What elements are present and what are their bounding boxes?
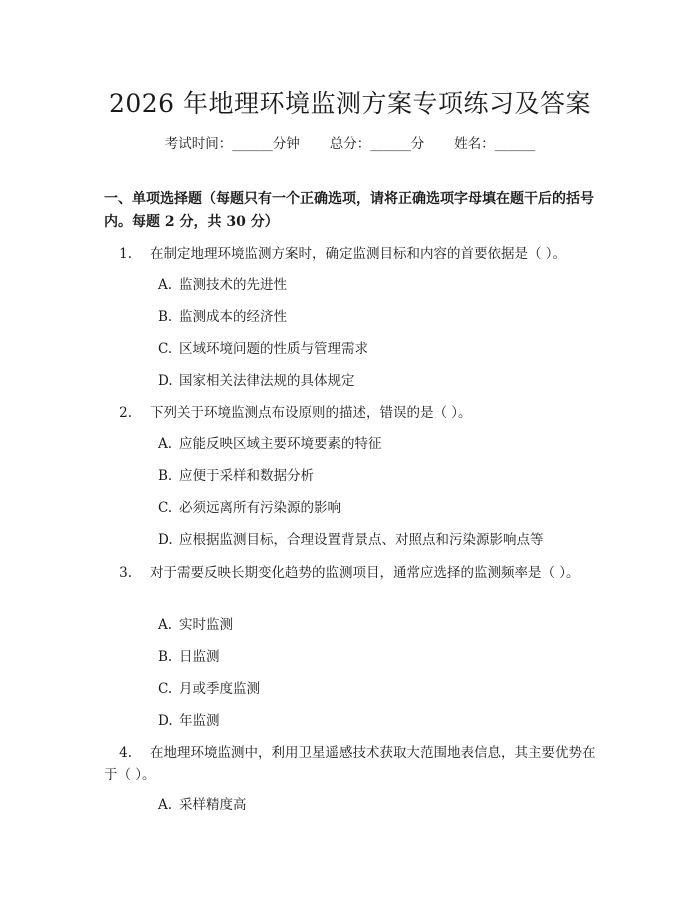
option-letter: B. bbox=[158, 468, 173, 484]
option-letter: A. bbox=[158, 277, 173, 293]
option-2a bbox=[158, 434, 382, 454]
time-unit: 分钟 bbox=[272, 136, 300, 152]
question-number: 3. bbox=[119, 565, 132, 581]
option-4a bbox=[158, 795, 247, 815]
score-label: 总分： bbox=[329, 136, 371, 152]
option-text: 应便于采样和数据分析 bbox=[179, 468, 314, 484]
option-letter: C. bbox=[158, 681, 173, 697]
score-blank: ______ bbox=[370, 136, 411, 152]
exam-info-line bbox=[0, 132, 700, 152]
option-text: 月或季度监测 bbox=[179, 681, 260, 697]
option-3c bbox=[158, 679, 260, 699]
option-text: 年监测 bbox=[179, 713, 220, 729]
question-text: 在制定地理环境监测方案时，确定监测目标和内容的首要依据是（ ）。 bbox=[150, 246, 567, 262]
section-heading: 一、单项选择题（每题只有一个正确选项，请将正确选项字母填在题干后的括号内。每题 2 分，共 30 分） bbox=[104, 191, 594, 230]
option-text: 监测成本的经济性 bbox=[179, 309, 287, 325]
option-text: 监测技术的先进性 bbox=[179, 277, 287, 293]
question-4 bbox=[104, 742, 600, 786]
option-1b bbox=[158, 307, 287, 327]
question-text: 在地理环境监测中，利用卫星遥感技术获取大范围地表信息，其主要优势在于（ ）。 bbox=[104, 745, 596, 783]
question-2 bbox=[104, 402, 600, 424]
question-text: 对于需要反映长期变化趋势的监测项目，通常应选择的监测频率是（ ）。 bbox=[150, 565, 580, 581]
option-2c bbox=[158, 498, 341, 518]
option-letter: D. bbox=[158, 532, 173, 548]
option-text: 区域环境问题的性质与管理需求 bbox=[179, 341, 368, 357]
option-letter: A. bbox=[158, 617, 173, 633]
question-text: 下列关于环境监测点布设原则的描述，错误的是（ ）。 bbox=[150, 405, 472, 421]
name-label: 姓名： bbox=[454, 136, 495, 152]
question-3 bbox=[104, 562, 600, 584]
option-text: 采样精度高 bbox=[179, 797, 247, 813]
option-text: 国家相关法律法规的具体规定 bbox=[179, 373, 355, 389]
question-number: 1. bbox=[119, 246, 132, 262]
option-2b bbox=[158, 466, 314, 486]
option-letter: A. bbox=[158, 797, 173, 813]
option-3a bbox=[158, 615, 233, 635]
option-3d bbox=[158, 711, 220, 731]
question-number: 4. bbox=[119, 745, 132, 761]
option-2d bbox=[158, 530, 544, 550]
option-text: 日监测 bbox=[179, 649, 220, 665]
option-letter: B. bbox=[158, 309, 173, 325]
option-letter: C. bbox=[158, 500, 173, 516]
score-unit: 分 bbox=[410, 136, 425, 152]
option-letter: B. bbox=[158, 649, 173, 665]
option-text: 应能反映区域主要环境要素的特征 bbox=[179, 436, 382, 452]
time-blank: ______ bbox=[232, 136, 273, 152]
time-label: 考试时间： bbox=[164, 136, 233, 152]
option-1a bbox=[158, 275, 287, 295]
option-text: 应根据监测目标，合理设置背景点、对照点和污染源影响点等 bbox=[179, 532, 544, 548]
option-1d bbox=[158, 371, 355, 391]
question-1 bbox=[104, 243, 600, 265]
option-letter: D. bbox=[158, 713, 173, 729]
option-1c bbox=[158, 339, 368, 359]
question-number: 2. bbox=[119, 405, 132, 421]
option-text: 实时监测 bbox=[179, 617, 233, 633]
option-text: 必须远离所有污染源的影响 bbox=[179, 500, 341, 516]
name-blank: ______ bbox=[494, 136, 536, 152]
option-letter: A. bbox=[158, 436, 173, 452]
option-letter: D. bbox=[158, 373, 173, 389]
option-3b bbox=[158, 647, 220, 667]
document-title: 2026 年地理环境监测方案专项练习及答案 bbox=[108, 89, 592, 118]
option-letter: C. bbox=[158, 341, 173, 357]
